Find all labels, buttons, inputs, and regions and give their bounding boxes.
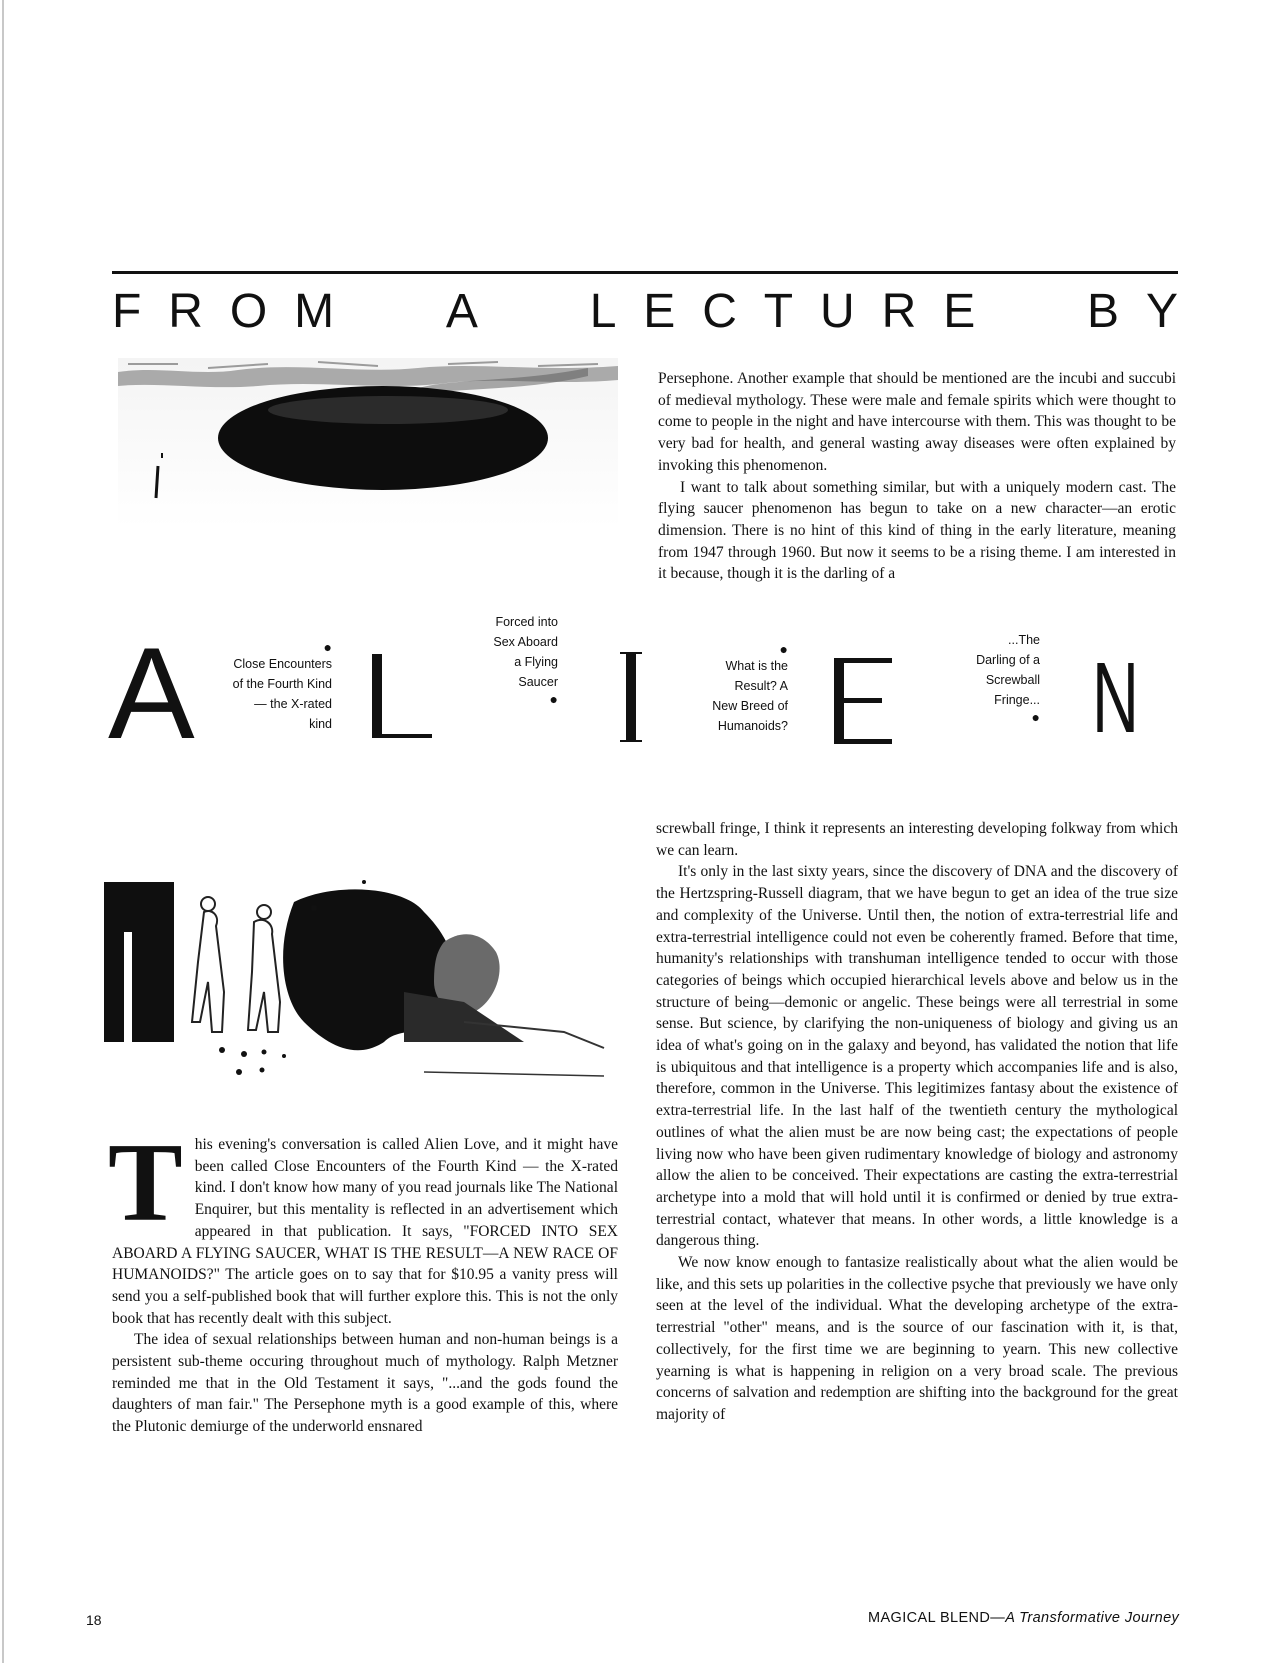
- magazine-tagline: A Transformative Journey: [1005, 1610, 1180, 1626]
- paragraph: screwball fringe, I think it represents an interesting developing folkway from which we can learn.: [656, 820, 1178, 859]
- pull-quote-line: Humanoids?: [717, 719, 788, 733]
- pull-quote-line: Saucer: [518, 675, 558, 689]
- title-letter-a: A: [108, 620, 195, 766]
- pull-quote-line: Result? A: [734, 679, 788, 693]
- right-column-top: [658, 368, 1176, 585]
- magazine-footer: [868, 1610, 1179, 1626]
- right-column-bottom: [656, 818, 1178, 1426]
- header-letter: E: [643, 284, 676, 338]
- paragraph: Persephone. Another example that should be mentioned are the incubi and succubi of medieval mythology. These were male and female spirits which were thought to come to people in the night and have intercourse with them. This was thought to be very bad for health, and general wasting away diseases were often explained by invoking this phenomenon.: [658, 370, 1176, 474]
- pull-quote-line: New Breed of: [712, 699, 788, 713]
- header-letter: F: [112, 284, 142, 338]
- header-letter: T: [763, 284, 794, 338]
- header-title: [112, 281, 1178, 341]
- header-rule: [112, 271, 1178, 274]
- pull-quote: [196, 640, 332, 734]
- header-letter: B: [1087, 284, 1120, 338]
- header-letter: R: [168, 284, 203, 338]
- header-letter: E: [943, 284, 976, 338]
- left-column-article-start: [108, 1121, 618, 1438]
- header-letter: C: [702, 284, 737, 338]
- pull-quote: [670, 642, 788, 736]
- page-number: 18: [86, 1612, 102, 1628]
- header-letter: M: [294, 284, 335, 338]
- pull-quote-line: Forced into: [495, 615, 558, 629]
- title-letter-n: N: [1092, 642, 1139, 754]
- title-letter-i: [626, 652, 636, 742]
- bullet-dot-icon: ●: [323, 639, 332, 655]
- paragraph: his evening's conversation is called Alien Love, and it might have been called Close Encounters of the Fourth Kind — the X-rated kind. I don't know how many of you read journals like The National Enquirer, but this mentality is reflected in an advertisement which appeared in that publication. It says, "FORCED INTO SEX ABOARD A FLYING SAUCER, WHAT IS THE RESULT—A NEW RACE OF HUMANOIDS?" The article goes on to say that for $10.95 a vanity press will send you a self-published book that will further explore this. This is not the only book that has recently dealt with this subject.: [112, 1136, 618, 1327]
- pull-quote-line: Darling of a: [976, 653, 1040, 667]
- header-letter: O: [229, 284, 268, 338]
- pull-quote-line: — the X-rated: [254, 697, 332, 711]
- header-letter: A: [445, 284, 478, 338]
- header-letter: Y: [1145, 284, 1178, 338]
- header-letter: R: [881, 284, 917, 338]
- pull-quote-line: ...The: [1008, 633, 1040, 647]
- title-letter-l: [372, 654, 446, 738]
- paragraph: We now know enough to fantasize realistically about what the alien would be like, and this sets up polarities in the collective psyche that previously we have only seen at the level of the individual. What the developing archetype of the extra-terrestrial "other" means, and is the source of our fascination with it, is that, collectively, for the first time we are beginning to yearn. This new collective yearning is what is happening in religion on a very broad scale. The previous concerns of salvation and redemption are shifting into the background for the great majority of: [656, 1254, 1178, 1423]
- pull-quote-line: of the Fourth Kind: [232, 677, 332, 691]
- pull-quote-line: Fringe...: [994, 693, 1040, 707]
- pull-quote-line: kind: [309, 717, 332, 731]
- pull-quote-line: Sex Aboard: [493, 635, 558, 649]
- paragraph: It's only in the last sixty years, since the discovery of DNA and the discovery of the Hertzspring-Russell diagram, that we have begun to get an idea of the true size and complexity of the Universe. Until then, the notion of extra-terrestrial life and extra-terrestrial intelligence could not even be coherently framed. Before that time, humanity's relationships with transhuman intelligence tended to occur with those categories of beings which occupied hierarchical levels above and below us in the structure of being—demonic or angelic. These beings were all terrestrial in some sense. But science, by clarifying the non-uniqueness of biology and giving us an idea of what's going on in the galaxy and beyond, has validated the notion that life is ubiquitous and that intelligence is a property which accompanies life and is also, therefore, common in the Universe. This legitimizes fantasy about the existence of extra-terrestrial life. In the last half of the twentieth century the mythological outlines of what the alien must be are now being cast; the expectations of people living now who have been given rudimentary knowledge of biology and astronomy allow the alien to be conceived. Their expectations are casting the extra-terrestrial archetype into a mold that will hold until it is confirmed or denied by true extra-terrestrial contact, whatever that means. In other words, a little knowledge is a dangerous thing.: [656, 863, 1178, 1250]
- paragraph: The idea of sexual relationships between human and non-human beings is a persistent sub-theme occuring throughout much of mythology. Ralph Metzner reminded me that in the Old Testament it says, "...and the gods found the daughters of man fair." The Persephone myth is a good example of this, where the Plutonic demiurge of the underworld ensnared: [112, 1331, 618, 1436]
- pull-quote-line: Close Encounters: [233, 657, 332, 671]
- pull-quote: [448, 612, 558, 706]
- paragraph: I want to talk about something similar, but with a uniquely modern cast. The flying saucer phenomenon has begun to take on a new character—an erotic dimension. There is no hint of this kind of thing in the early literature, meaning from 1947 through 1960. But now it seems to be a rising theme. I am interested in it because, though it is the darling of a: [658, 478, 1176, 583]
- header-letter: L: [589, 284, 617, 338]
- page-edge-line: [2, 0, 4, 1663]
- figures-photo: [104, 872, 616, 1118]
- pull-quote-line: What is the: [725, 659, 788, 673]
- bullet-dot-icon: ●: [549, 691, 558, 707]
- pull-quote-line: Screwball: [985, 673, 1040, 687]
- pull-quote-line: a Flying: [514, 655, 558, 669]
- drop-cap: T: [108, 1121, 183, 1245]
- header-letter: U: [820, 284, 855, 338]
- pull-quote: [920, 630, 1040, 724]
- bullet-dot-icon: ●: [1031, 709, 1040, 725]
- magazine-name: MAGICAL BLEND—: [868, 1610, 1006, 1626]
- title-letter-e: [834, 658, 904, 744]
- bullet-dot-icon: ●: [779, 641, 788, 657]
- flying-saucer-photo: [118, 358, 618, 528]
